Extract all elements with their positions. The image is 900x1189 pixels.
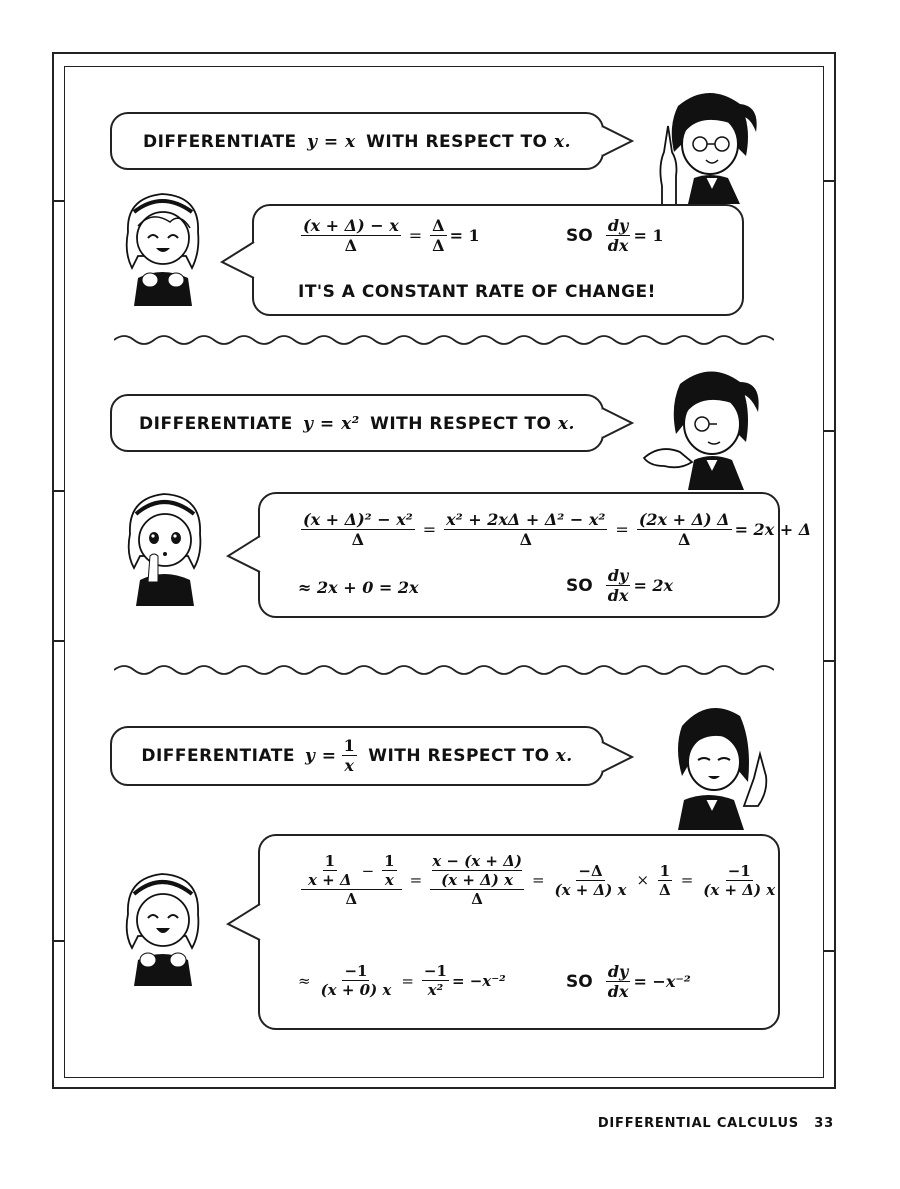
prompt-variable: x. xyxy=(557,414,575,434)
teacher-character-2 xyxy=(640,362,770,490)
prompt-bubble-2 xyxy=(110,394,604,452)
equals-sign: = xyxy=(531,871,545,889)
compound-fraction xyxy=(301,852,402,908)
equals-sign: = xyxy=(422,520,437,540)
fraction-denominator: x² xyxy=(427,981,444,999)
wavy-divider-2 xyxy=(114,662,774,678)
fraction-numerator: x² + 2xΔ + Δ² − x² xyxy=(446,510,606,529)
fraction-numerator: (x + Δ) − x xyxy=(303,216,399,235)
compound-fraction xyxy=(430,852,524,908)
prompt-variable: x. xyxy=(553,132,571,152)
equation-line-2 xyxy=(298,962,506,999)
fraction-numerator: 1 xyxy=(324,852,336,870)
student-character-1 xyxy=(112,186,214,306)
page-footer xyxy=(598,1116,834,1131)
derivative-denominator: dx xyxy=(607,586,629,606)
fraction-denominator: (x + Δ) x xyxy=(554,880,627,899)
student-character-3 xyxy=(116,866,212,986)
derivative-result-1 xyxy=(566,216,664,255)
derivative-result-3 xyxy=(566,962,691,1001)
teacher-character-1 xyxy=(648,86,768,204)
equation-result: = 2x + Δ xyxy=(734,520,812,540)
equals-sign: = xyxy=(401,971,414,990)
fraction-numerator: 1 xyxy=(384,852,395,870)
fraction-numerator: Δ xyxy=(432,216,445,235)
bubble-tail-1 xyxy=(600,124,636,158)
prompt-text-after: WITH RESPECT TO xyxy=(366,132,548,152)
approximation: ≈ 2x + 0 = 2x xyxy=(298,578,419,597)
fraction-denominator: Δ xyxy=(677,530,691,550)
fraction-numerator: −Δ xyxy=(578,861,603,880)
derivative-denominator: dx xyxy=(607,982,629,1002)
fraction-denominator: Δ xyxy=(659,880,671,899)
answer-bubble-1 xyxy=(252,204,744,316)
approx-sign: ≈ xyxy=(298,971,311,990)
equation-line-1 xyxy=(298,216,480,255)
fraction-denominator: Δ xyxy=(519,530,532,550)
answer-bubble-3 xyxy=(258,834,780,1030)
bubble-tail-5 xyxy=(600,740,636,774)
prompt-equation: y = xyxy=(305,745,337,766)
fraction-numerator: −1 xyxy=(344,962,368,980)
fraction-denominator: (x + 0) x xyxy=(320,981,392,999)
prompt-equation: y = x² xyxy=(303,414,360,434)
prompt-equation: y = x xyxy=(307,132,356,152)
fraction-denominator: Δ xyxy=(344,236,358,256)
equation-line-2 xyxy=(298,578,419,597)
wavy-divider-1 xyxy=(114,332,774,348)
equals-sign: = xyxy=(680,871,694,889)
bubble-tail-4 xyxy=(226,534,262,574)
equation-line-1 xyxy=(298,852,780,908)
fraction-denominator: Δ xyxy=(345,890,358,908)
fraction-denominator: (x + Δ) x xyxy=(703,880,776,899)
derivative-value: = 1 xyxy=(633,226,664,246)
bubble-tail-6 xyxy=(226,902,262,942)
bubble-tail-2 xyxy=(220,240,256,280)
equation-result: = 1 xyxy=(449,226,480,246)
fraction-numerator: (x + Δ)² − x² xyxy=(303,510,413,529)
equals-sign: = xyxy=(409,871,423,889)
fraction-numerator: −1 xyxy=(423,962,447,980)
fraction-denominator: (x + Δ) x xyxy=(441,871,514,889)
fraction-denominator: Δ xyxy=(351,530,365,550)
so-label: SO xyxy=(566,971,593,992)
derivative-numerator: dy xyxy=(607,566,629,585)
fraction-denominator: Δ xyxy=(432,236,445,256)
fraction-numerator: 1 xyxy=(659,861,671,880)
derivative-numerator: dy xyxy=(607,216,629,235)
running-title: DIFFERENTIAL CALCULUS xyxy=(597,1116,799,1131)
derivative-result-2 xyxy=(566,566,673,605)
fraction-denominator: Δ xyxy=(471,890,483,908)
student-character-2 xyxy=(118,486,214,606)
derivative-value: = 2x xyxy=(633,576,674,596)
equals-sign: = xyxy=(408,226,423,246)
teacher-character-3 xyxy=(664,696,776,830)
prompt-fraction-denominator: x xyxy=(344,756,355,776)
prompt-text: DIFFERENTIATE xyxy=(139,414,293,434)
prompt-text: DIFFERENTIATE xyxy=(141,745,296,766)
prompt-text-after: WITH RESPECT TO xyxy=(370,414,552,434)
fraction-numerator: x − (x + Δ) xyxy=(432,852,522,870)
equation-line-1 xyxy=(298,510,811,549)
derivative-numerator: dy xyxy=(607,962,629,981)
fraction-numerator: (2x + Δ) Δ xyxy=(638,510,730,529)
minus-sign: − xyxy=(361,861,375,880)
fraction-numerator: −1 xyxy=(727,861,751,880)
fraction-denominator: x + Δ xyxy=(308,871,352,889)
constant-rate-note: IT'S A CONSTANT RATE OF CHANGE! xyxy=(298,282,656,302)
derivative-value: = −x⁻² xyxy=(633,972,691,992)
prompt-bubble-3 xyxy=(110,726,604,786)
prompt-text-after: WITH RESPECT TO xyxy=(368,745,550,766)
answer-bubble-2 xyxy=(258,492,812,618)
equation-result: = −x⁻² xyxy=(451,971,506,990)
so-label: SO xyxy=(566,575,593,596)
prompt-text: DIFFERENTIATE xyxy=(142,132,297,152)
prompt-bubble-1 xyxy=(110,112,604,170)
page-number: 33 xyxy=(814,1116,834,1131)
times-sign: × xyxy=(636,871,650,889)
derivative-denominator: dx xyxy=(607,236,629,256)
prompt-fraction-numerator: 1 xyxy=(343,736,356,755)
equals-sign: = xyxy=(615,520,629,540)
fraction-denominator: x xyxy=(384,871,394,889)
prompt-variable: x. xyxy=(555,745,573,766)
bubble-tail-3 xyxy=(600,406,636,440)
so-label: SO xyxy=(566,225,593,246)
